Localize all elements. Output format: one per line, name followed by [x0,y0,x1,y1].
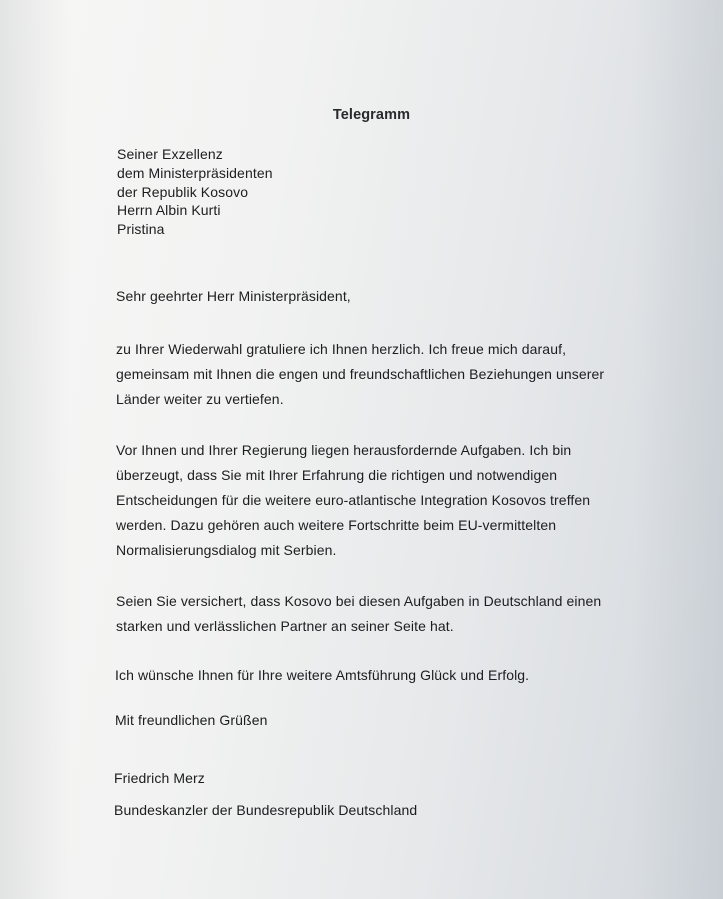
closing-wish: Ich wünsche Ihnen für Ihre weitere Amtsführung Glück und Erfolg. [115,667,530,683]
paragraph-partnership [116,589,616,639]
document-title: Telegramm [332,107,411,123]
paragraph-line: Normalisierungsdialog mit Serbien. [116,542,337,558]
recipient-line: dem Ministerpräsidenten [117,164,273,181]
paragraph-line: überzeugt, dass Sie mit Ihrer Erfahrung die richtigen und notwendigen [116,467,558,483]
signature-block [114,762,417,826]
signer-title: Bundeskanzler der Bundesrepublik Deutschland [114,802,418,818]
paragraph-line: starken und verlässlichen Partner an seiner Seite hat. [116,618,454,634]
recipient-address [117,145,273,239]
paragraph-line: Seien Sie versichert, dass Kosovo bei diesen Aufgaben in Deutschland einen [116,593,602,609]
recipient-line: Seiner Exzellenz [117,146,223,162]
recipient-line: der Republik Kosovo [117,183,249,200]
recipient-line: Herrn Albin Kurti [117,202,221,219]
salutation: Sehr geehrter Herr Ministerpräsident, [116,288,351,304]
paragraph-line: Vor Ihnen und Ihrer Regierung liegen herausfordernde Aufgaben. Ich bin [116,442,572,458]
recipient-line: Pristina [117,221,165,238]
paragraph-tasks [116,438,616,563]
paragraph-congratulation [116,337,616,412]
paragraph-line: werden. Dazu gehören auch weitere Fortschritte beim EU-vermittelten [116,517,557,533]
paragraph-line: Entscheidungen für die weitere euro-atlantische Integration Kosovos treffen [116,492,591,508]
paragraph-line: gemeinsam mit Ihnen die engen und freundschaftlichen Beziehungen unserer [116,366,605,382]
signer-name: Friedrich Merz [114,770,205,786]
paragraph-line: zu Ihrer Wiederwahl gratuliere ich Ihnen herzlich. Ich freue mich darauf, [116,341,567,357]
closing-greeting: Mit freundlichen Grüßen [115,712,268,728]
paragraph-line: Länder weiter zu vertiefen. [116,391,284,407]
